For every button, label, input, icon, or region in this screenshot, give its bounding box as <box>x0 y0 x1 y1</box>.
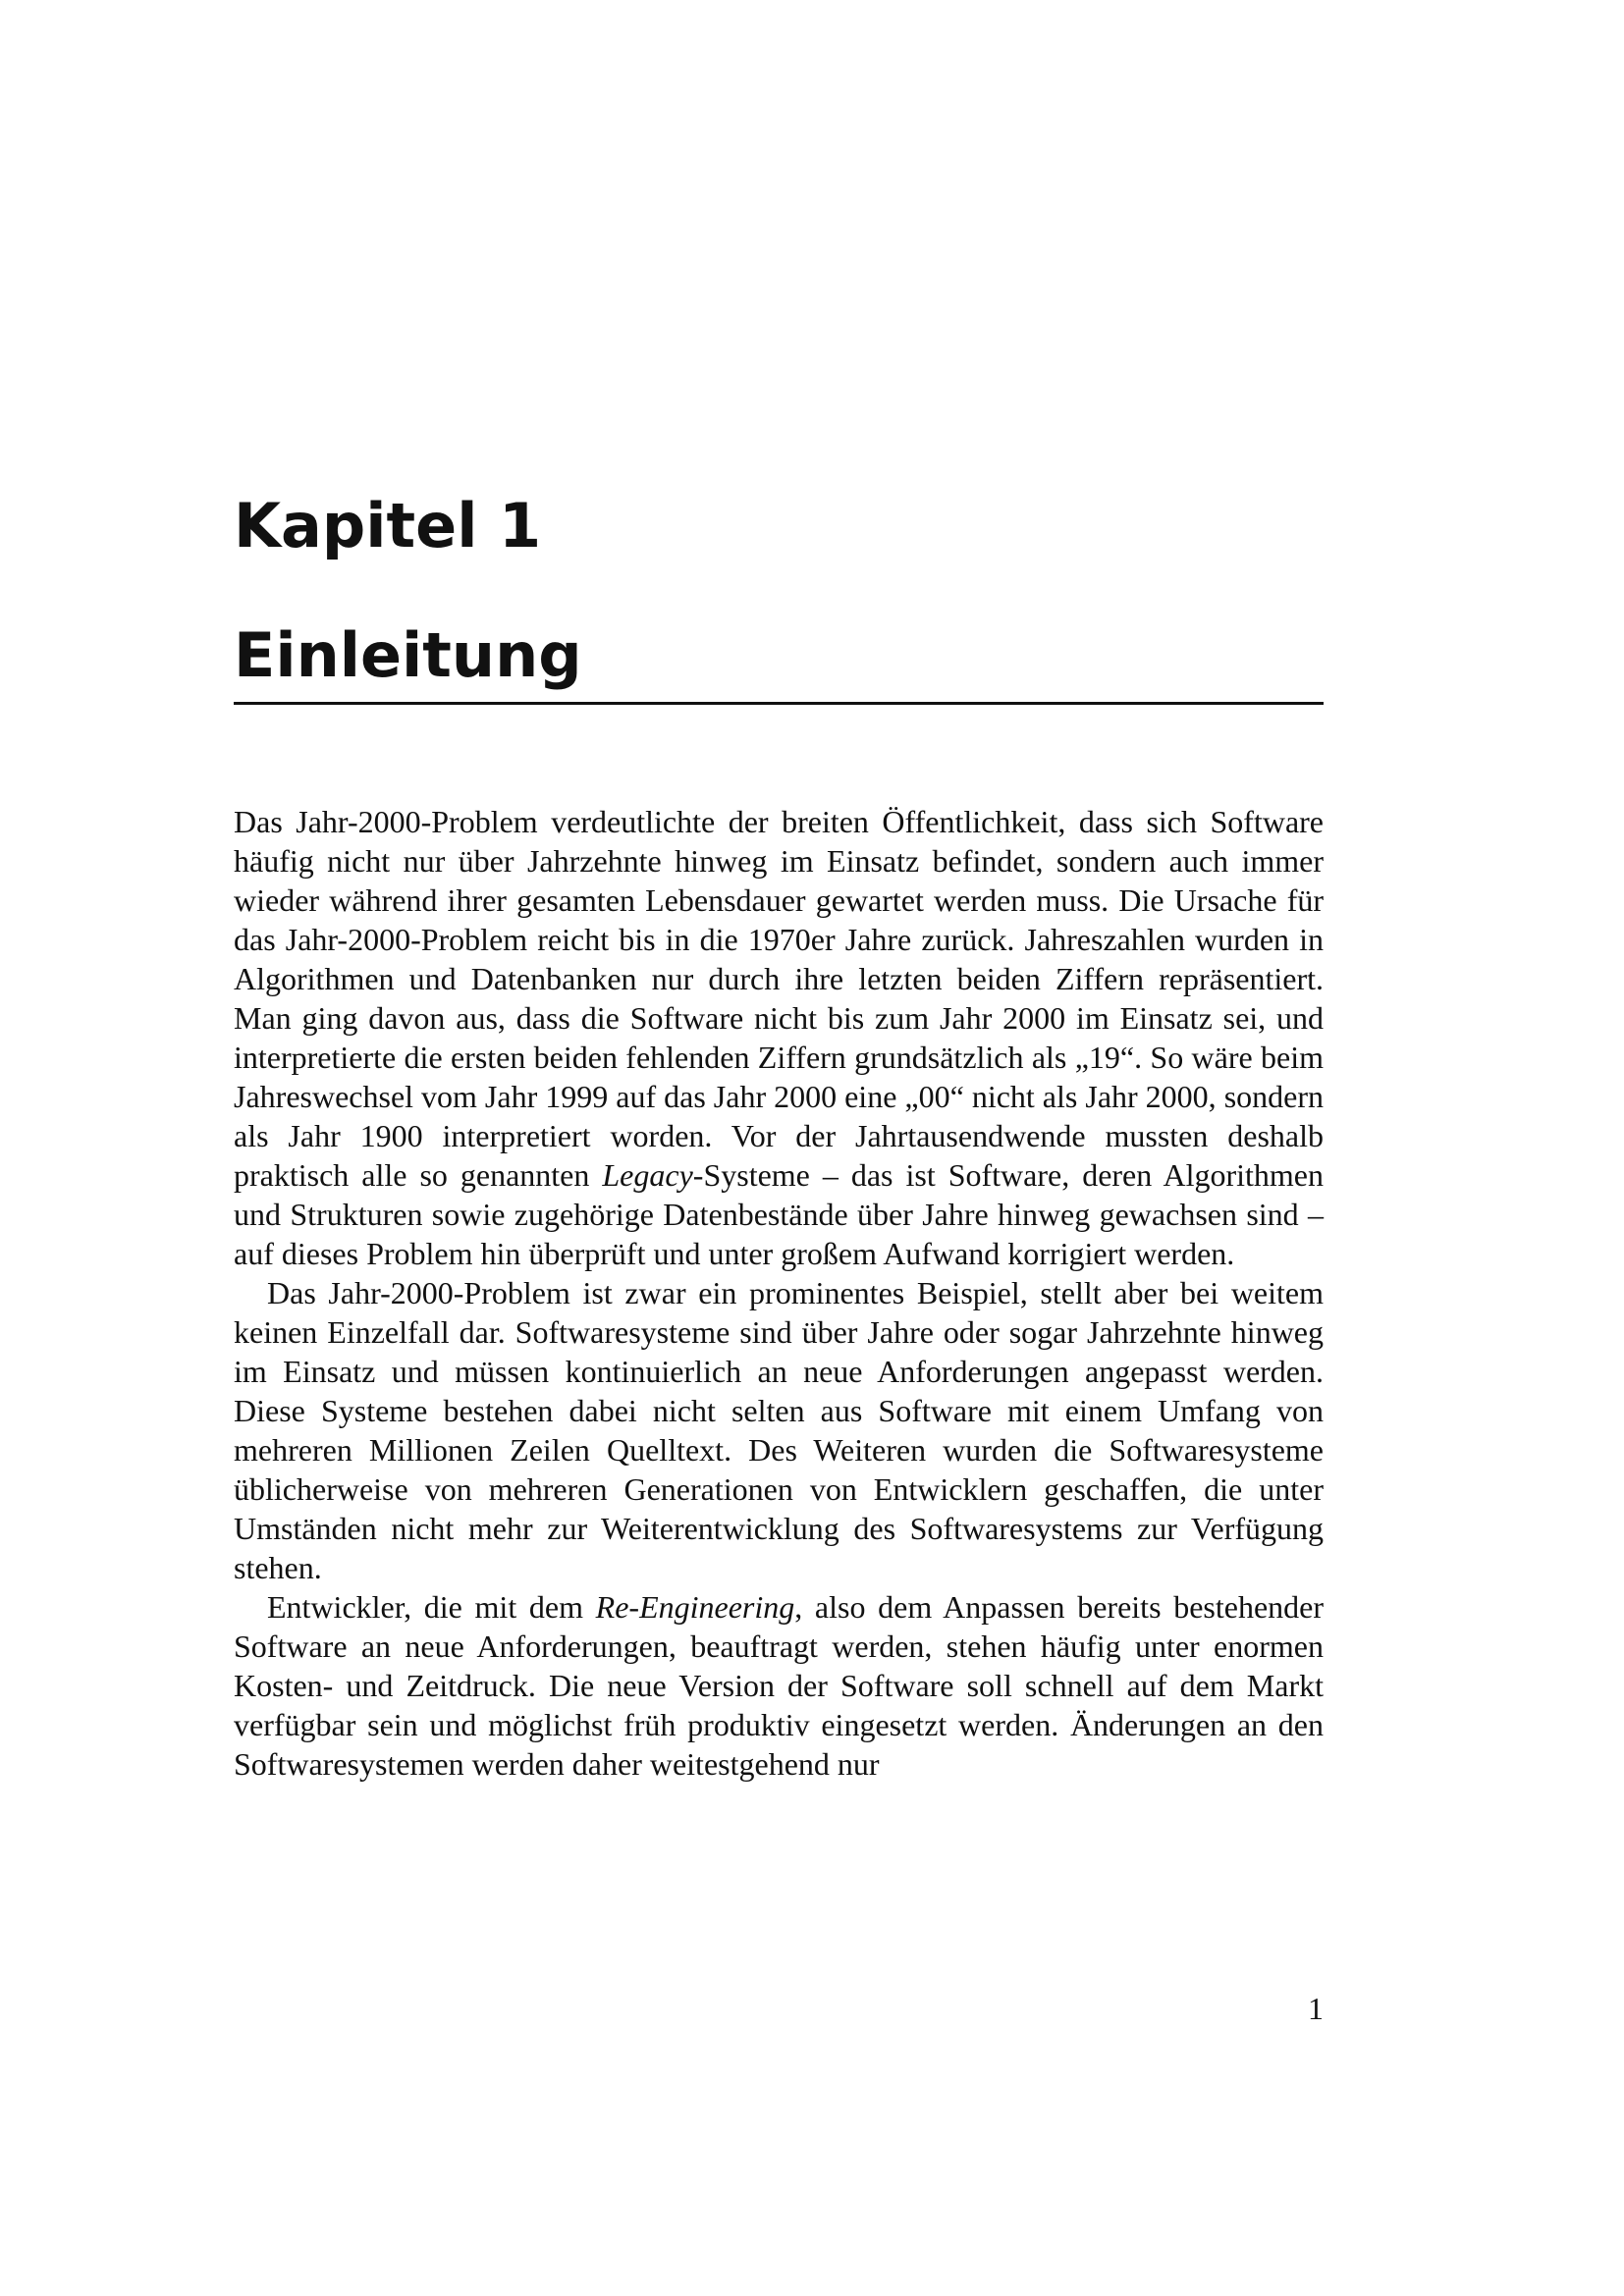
chapter-title: Einleitung <box>234 619 582 691</box>
page-number: 1 <box>1308 1991 1324 2026</box>
title-rule <box>234 702 1324 705</box>
paragraph-text: -Systeme – das ist Software, deren Algorithmen und Strukturen sowie zugehörige Datenbestände über Jahre hinweg gewachsen sind – auf dieses Problem hin überprüft und unter großem Aufwand korrigiert werden. <box>234 1157 1325 1271</box>
paragraph-text: Das Jahr-2000-Problem verdeutlichte der breiten Öffentlichkeit, dass sich Software häufig nicht nur über Jahrzehnte hinweg im Einsatz befindet, sondern auch immer wieder während ihrer gesamten Lebensdauer gewartet werden muss. Die Ursache für das Jahr-2000-Problem reicht bis in die 1970er Jahre zurück. Jahreszahlen wurden in Algorithmen und Datenbanken nur durch ihre letzten beiden Ziffern repräsentiert. Man ging davon aus, dass die Software nicht bis zum Jahr 2000 im Einsatz sei, und interpretierte die ersten beiden fehlenden Ziffern grundsätzlich als „19“. So wäre beim Jahreswechsel vom Jahr 1999 auf das Jahr 2000 eine „00“ nicht als Jahr 2000, sondern als Jahr 1900 interpretiert worden. Vor der Jahrtausendwende mussten deshalb praktisch alle so genannten <box>234 804 1324 1193</box>
paragraph <box>234 802 1324 1273</box>
paragraph <box>234 1587 1324 1784</box>
paragraph-text: , also dem Anpassen bereits bestehender Software an neue Anforderungen, beauftragt werden, stehen häufig unter enormen Kosten- und Zeitdruck. Die neue Version der Software soll schnell auf dem Markt verfügbar sein und möglichst früh produktiv eingesetzt werden. Änderungen an den Softwaresystemen werden daher weitestgehend nur <box>234 1589 1325 1782</box>
italic-term: Re-Engineering <box>595 1589 795 1625</box>
chapter-label: Kapitel 1 <box>234 490 542 561</box>
italic-term: Legacy <box>602 1157 693 1193</box>
paragraph <box>234 1273 1324 1587</box>
paragraph-text: Das Jahr-2000-Problem ist zwar ein prominentes Beispiel, stellt aber bei weitem keinen Einzelfall dar. Softwaresysteme sind über Jahre oder sogar Jahrzehnte hinweg im Einsatz und müssen kontinuierlich an neue Anforderungen angepasst werden. Diese Systeme bestehen dabei nicht selten aus Software mit einem Umfang von mehreren Millionen Zeilen Quelltext. Des Weiteren wurden die Softwaresysteme üblicherweise von mehreren Generationen von Entwicklern geschaffen, die unter Umständen nicht mehr zur Weiterentwicklung des Softwaresystems zur Verfügung stehen. <box>234 1275 1324 1585</box>
paragraph-text: Entwickler, die mit dem <box>267 1589 596 1625</box>
body-text <box>234 802 1324 1784</box>
